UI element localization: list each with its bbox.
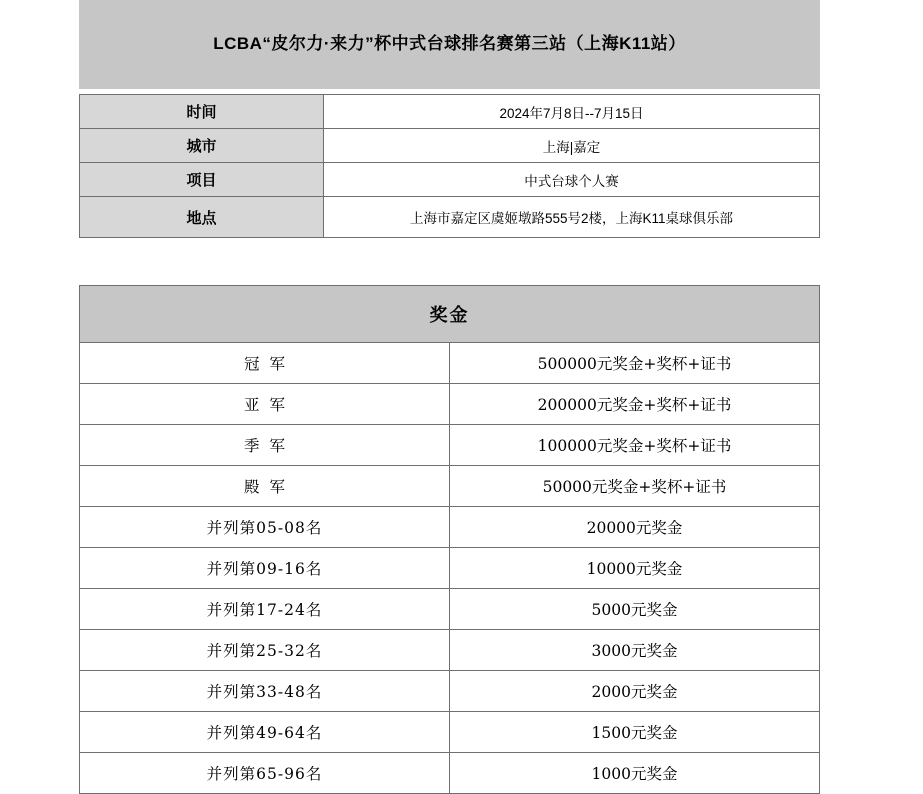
table-row (80, 95, 820, 129)
table-row (80, 712, 820, 753)
prize-header-row (80, 286, 820, 343)
table-row (80, 343, 820, 384)
table-row (80, 197, 820, 238)
event-title: LCBA“皮尔力·来力”杯中式台球排名赛第三站（上海K11站） (213, 34, 686, 54)
table-row (80, 384, 820, 425)
info-label-venue: 地点 (80, 197, 324, 238)
prize-award: 5000元奖金 (450, 589, 820, 630)
prize-rank: 殿军 (80, 466, 450, 507)
prize-rank: 并列第65-96名 (80, 753, 450, 794)
prize-rank: 并列第25-32名 (80, 630, 450, 671)
prize-rank: 并列第33-48名 (80, 671, 450, 712)
table-row (80, 753, 820, 794)
table-row (80, 548, 820, 589)
table-row (80, 507, 820, 548)
prize-award: 1000元奖金 (450, 753, 820, 794)
table-row (80, 425, 820, 466)
table-row (80, 671, 820, 712)
prize-header: 奖金 (80, 286, 820, 343)
info-value-city: 上海|嘉定 (324, 129, 820, 163)
info-label-time: 时间 (80, 95, 324, 129)
prize-rank: 并列第17-24名 (80, 589, 450, 630)
prize-award: 10000元奖金 (450, 548, 820, 589)
table-row (80, 630, 820, 671)
table-row (80, 163, 820, 197)
prize-rank: 并列第09-16名 (80, 548, 450, 589)
table-row (80, 589, 820, 630)
prize-rank: 冠军 (80, 343, 450, 384)
prize-rank: 并列第49-64名 (80, 712, 450, 753)
prize-award: 50000元奖金+奖杯+证书 (450, 466, 820, 507)
info-value-event: 中式台球个人赛 (324, 163, 820, 197)
prize-award: 100000元奖金+奖杯+证书 (450, 425, 820, 466)
prize-award: 1500元奖金 (450, 712, 820, 753)
event-banner (79, 0, 820, 89)
info-value-venue: 上海市嘉定区虞姬墩路555号2楼，上海K11桌球俱乐部 (324, 197, 820, 238)
event-info-table (79, 94, 820, 238)
table-row (80, 129, 820, 163)
prize-award: 500000元奖金+奖杯+证书 (450, 343, 820, 384)
info-value-time: 2024年7月8日--7月15日 (324, 95, 820, 129)
info-label-city: 城市 (80, 129, 324, 163)
prize-table (79, 285, 820, 794)
table-row (80, 466, 820, 507)
prize-rank: 并列第05-08名 (80, 507, 450, 548)
prize-award: 200000元奖金+奖杯+证书 (450, 384, 820, 425)
info-label-event: 项目 (80, 163, 324, 197)
prize-award: 2000元奖金 (450, 671, 820, 712)
prize-award: 20000元奖金 (450, 507, 820, 548)
prize-award: 3000元奖金 (450, 630, 820, 671)
prize-rank: 季军 (80, 425, 450, 466)
prize-rank: 亚军 (80, 384, 450, 425)
